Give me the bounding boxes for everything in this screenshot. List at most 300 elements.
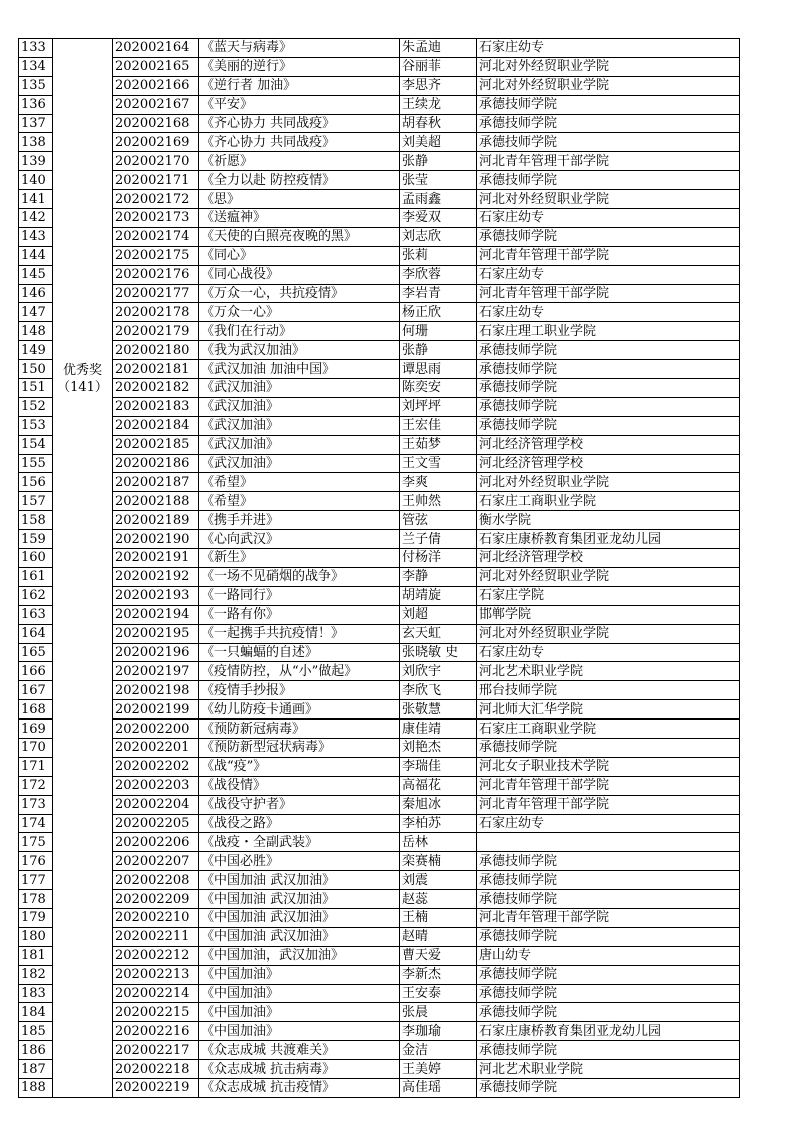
row-number-cell: 159 — [19, 530, 53, 549]
row-number-cell: 186 — [19, 1041, 53, 1060]
school-cell: 邢台技师学院 — [477, 681, 740, 700]
author-name-cell: 刘震 — [400, 871, 477, 890]
work-title-cell: 《希望》 — [199, 492, 400, 511]
entry-id-cell: 202002165 — [113, 57, 199, 76]
entry-id-cell: 202002205 — [113, 814, 199, 833]
work-title-cell: 《中国加油 武汉加油》 — [199, 890, 400, 909]
author-name-cell: 赵蕊 — [400, 890, 477, 909]
author-name-cell: 谷丽菲 — [400, 57, 477, 76]
table-row — [19, 379, 740, 398]
author-name-cell: 刘欣宇 — [400, 662, 477, 681]
work-title-cell: 《一起携手共抗疫情！》 — [199, 624, 400, 643]
entry-id-cell: 202002193 — [113, 586, 199, 605]
table-row — [19, 681, 740, 700]
work-title-cell: 《疫情防控，从“小”做起》 — [199, 662, 400, 681]
author-name-cell: 高福花 — [400, 776, 477, 795]
work-title-cell: 《武汉加油》 — [199, 416, 400, 435]
work-title-cell: 《中国加油 武汉加油》 — [199, 871, 400, 890]
entry-id-cell: 202002168 — [113, 114, 199, 133]
row-number-cell: 133 — [19, 39, 53, 58]
school-cell: 河北师大汇华学院 — [477, 700, 740, 719]
award-category-cell-continued — [53, 719, 113, 1097]
entry-id-cell: 202002190 — [113, 530, 199, 549]
author-name-cell: 张敬慧 — [400, 700, 477, 719]
work-title-cell: 《武汉加油 加油中国》 — [199, 360, 400, 379]
table-row — [19, 284, 740, 303]
author-name-cell: 王文雪 — [400, 454, 477, 473]
work-title-cell: 《幼儿防疫卡通画》 — [199, 700, 400, 719]
row-number-cell: 145 — [19, 265, 53, 284]
table-row — [19, 530, 740, 549]
author-name-cell: 王美婷 — [400, 1060, 477, 1079]
row-number-cell: 147 — [19, 303, 53, 322]
author-name-cell: 何珊 — [400, 322, 477, 341]
school-cell: 邯郸学院 — [477, 605, 740, 624]
row-number-cell: 166 — [19, 662, 53, 681]
entry-id-cell: 202002181 — [113, 360, 199, 379]
work-title-cell: 《我为武汉加油》 — [199, 341, 400, 360]
author-name-cell: 李岩青 — [400, 284, 477, 303]
author-name-cell: 栾赛楠 — [400, 852, 477, 871]
work-title-cell: 《一只蝙蝠的自述》 — [199, 643, 400, 662]
row-number-cell: 155 — [19, 454, 53, 473]
table-row — [19, 624, 740, 643]
entry-id-cell: 202002185 — [113, 435, 199, 454]
work-title-cell: 《齐心协力 共同战疫》 — [199, 114, 400, 133]
table-row — [19, 341, 740, 360]
work-title-cell: 《疫情手抄报》 — [199, 681, 400, 700]
school-cell: 河北经济管理学校 — [477, 454, 740, 473]
entry-id-cell: 202002188 — [113, 492, 199, 511]
author-name-cell: 秦旭冰 — [400, 795, 477, 814]
school-cell: 河北对外经贸职业学院 — [477, 76, 740, 95]
author-name-cell: 李柏苏 — [400, 814, 477, 833]
row-number-cell: 179 — [19, 908, 53, 927]
school-cell: 承德技师学院 — [477, 397, 740, 416]
table-row — [19, 171, 740, 190]
school-cell: 承德技师学院 — [477, 416, 740, 435]
table-body — [19, 39, 740, 1098]
entry-id-cell: 202002217 — [113, 1041, 199, 1060]
school-cell: 承德技师学院 — [477, 171, 740, 190]
school-cell: 承德技师学院 — [477, 871, 740, 890]
row-number-cell: 160 — [19, 549, 53, 568]
author-name-cell: 胡春秋 — [400, 114, 477, 133]
author-name-cell: 李爱双 — [400, 209, 477, 228]
author-name-cell: 李瑞佳 — [400, 757, 477, 776]
author-name-cell: 李静 — [400, 567, 477, 586]
table-row — [19, 209, 740, 228]
school-cell: 河北对外经贸职业学院 — [477, 624, 740, 643]
entry-id-cell: 202002164 — [113, 39, 199, 58]
table-row — [19, 605, 740, 624]
row-number-cell: 143 — [19, 227, 53, 246]
school-cell: 石家庄幼专 — [477, 209, 740, 228]
work-title-cell: 《我们在行动》 — [199, 322, 400, 341]
work-title-cell: 《希望》 — [199, 473, 400, 492]
author-name-cell: 李爽 — [400, 473, 477, 492]
school-cell: 承德技师学院 — [477, 927, 740, 946]
entry-id-cell: 202002199 — [113, 700, 199, 719]
row-number-cell: 135 — [19, 76, 53, 95]
work-title-cell: 《送瘟神》 — [199, 209, 400, 228]
work-title-cell: 《心向武汉》 — [199, 530, 400, 549]
table-row — [19, 719, 740, 738]
row-number-cell: 154 — [19, 435, 53, 454]
author-name-cell: 李珈瑜 — [400, 1022, 477, 1041]
entry-id-cell: 202002212 — [113, 946, 199, 965]
author-name-cell: 玄天虹 — [400, 624, 477, 643]
author-name-cell: 谭思雨 — [400, 360, 477, 379]
table-row — [19, 1003, 740, 1022]
work-title-cell: 《战疫・全副武装》 — [199, 833, 400, 852]
entry-id-cell: 202002180 — [113, 341, 199, 360]
work-title-cell: 《战“疫”》 — [199, 757, 400, 776]
work-title-cell: 《一场不见硝烟的战争》 — [199, 567, 400, 586]
entry-id-cell: 202002195 — [113, 624, 199, 643]
author-name-cell: 李思齐 — [400, 76, 477, 95]
table-row — [19, 871, 740, 890]
table-row — [19, 795, 740, 814]
table-row — [19, 246, 740, 265]
author-name-cell: 付杨洋 — [400, 549, 477, 568]
work-title-cell: 《中国加油》 — [199, 984, 400, 1003]
entry-id-cell: 202002173 — [113, 209, 199, 228]
school-cell: 河北对外经贸职业学院 — [477, 473, 740, 492]
school-cell: 承德技师学院 — [477, 133, 740, 152]
entry-id-cell: 202002174 — [113, 227, 199, 246]
school-cell: 承德技师学院 — [477, 227, 740, 246]
school-cell: 河北经济管理学校 — [477, 435, 740, 454]
author-name-cell: 张莹 — [400, 171, 477, 190]
work-title-cell: 《平安》 — [199, 95, 400, 114]
school-cell: 石家庄幼专 — [477, 643, 740, 662]
work-title-cell: 《万众一心》 — [199, 303, 400, 322]
school-cell: 石家庄学院 — [477, 586, 740, 605]
table-row — [19, 322, 740, 341]
row-number-cell: 134 — [19, 57, 53, 76]
author-name-cell: 刘坪坪 — [400, 397, 477, 416]
row-number-cell: 163 — [19, 605, 53, 624]
school-cell: 石家庄幼专 — [477, 303, 740, 322]
school-cell: 石家庄理工职业学院 — [477, 322, 740, 341]
school-cell: 石家庄康桥教育集团亚龙幼儿园 — [477, 530, 740, 549]
entry-id-cell: 202002208 — [113, 871, 199, 890]
school-cell: 承德技师学院 — [477, 890, 740, 909]
table-row — [19, 927, 740, 946]
entry-id-cell: 202002176 — [113, 265, 199, 284]
award-list-table — [18, 38, 740, 1098]
table-row — [19, 57, 740, 76]
row-number-cell: 151 — [19, 379, 53, 398]
school-cell: 河北青年管理干部学院 — [477, 795, 740, 814]
table-row — [19, 776, 740, 795]
table-row — [19, 643, 740, 662]
entry-id-cell: 202002182 — [113, 379, 199, 398]
school-cell: 石家庄幼专 — [477, 265, 740, 284]
entry-id-cell: 202002175 — [113, 246, 199, 265]
row-number-cell: 144 — [19, 246, 53, 265]
author-name-cell: 赵晴 — [400, 927, 477, 946]
award-label: 优秀奖 — [62, 363, 102, 379]
work-title-cell: 《中国必胜》 — [199, 852, 400, 871]
school-cell: 河北青年管理干部学院 — [477, 152, 740, 171]
work-title-cell: 《美丽的逆行》 — [199, 57, 400, 76]
school-cell: 承德技师学院 — [477, 114, 740, 133]
author-name-cell: 金洁 — [400, 1041, 477, 1060]
school-cell: 承德技师学院 — [477, 360, 740, 379]
table-row — [19, 1022, 740, 1041]
row-number-cell: 184 — [19, 1003, 53, 1022]
row-number-cell: 177 — [19, 871, 53, 890]
table-row — [19, 586, 740, 605]
work-title-cell: 《中国加油，武汉加油》 — [199, 946, 400, 965]
author-name-cell: 刘超 — [400, 605, 477, 624]
work-title-cell: 《武汉加油》 — [199, 454, 400, 473]
work-title-cell: 《蓝天与病毒》 — [199, 39, 400, 58]
table-row — [19, 227, 740, 246]
entry-id-cell: 202002177 — [113, 284, 199, 303]
school-cell: 石家庄幼专 — [477, 39, 740, 58]
entry-id-cell: 202002207 — [113, 852, 199, 871]
table-row — [19, 473, 740, 492]
entry-id-cell: 202002179 — [113, 322, 199, 341]
school-cell: 衡水学院 — [477, 511, 740, 530]
work-title-cell: 《中国加油 武汉加油》 — [199, 908, 400, 927]
row-number-cell: 175 — [19, 833, 53, 852]
table-row — [19, 1060, 740, 1079]
table-row — [19, 984, 740, 1003]
author-name-cell: 王安泰 — [400, 984, 477, 1003]
work-title-cell: 《万众一心，共抗疫情》 — [199, 284, 400, 303]
entry-id-cell: 202002214 — [113, 984, 199, 1003]
school-cell: 承德技师学院 — [477, 1003, 740, 1022]
work-title-cell: 《预防新冠病毒》 — [199, 719, 400, 738]
entry-id-cell: 202002204 — [113, 795, 199, 814]
row-number-cell: 168 — [19, 700, 53, 719]
table-row — [19, 360, 740, 379]
table-row — [19, 946, 740, 965]
school-cell: 承德技师学院 — [477, 1078, 740, 1097]
school-cell: 河北青年管理干部学院 — [477, 908, 740, 927]
table-row — [19, 39, 740, 58]
author-name-cell: 兰子倩 — [400, 530, 477, 549]
work-title-cell: 《中国加油》 — [199, 965, 400, 984]
entry-id-cell: 202002192 — [113, 567, 199, 586]
work-title-cell: 《天使的白照亮夜晚的黑》 — [199, 227, 400, 246]
entry-id-cell: 202002170 — [113, 152, 199, 171]
entry-id-cell: 202002187 — [113, 473, 199, 492]
school-cell: 河北青年管理干部学院 — [477, 284, 740, 303]
row-number-cell: 164 — [19, 624, 53, 643]
school-cell: 河北女子职业技术学院 — [477, 757, 740, 776]
work-title-cell: 《中国加油》 — [199, 1022, 400, 1041]
award-count: （141） — [57, 380, 108, 396]
work-title-cell: 《祈愿》 — [199, 152, 400, 171]
school-cell: 承德技师学院 — [477, 738, 740, 757]
author-name-cell: 王茹梦 — [400, 435, 477, 454]
row-number-cell: 142 — [19, 209, 53, 228]
author-name-cell: 张静 — [400, 341, 477, 360]
work-title-cell: 《一路同行》 — [199, 586, 400, 605]
entry-id-cell: 202002194 — [113, 605, 199, 624]
table-row — [19, 133, 740, 152]
table-row — [19, 662, 740, 681]
table-row — [19, 454, 740, 473]
school-cell: 河北青年管理干部学院 — [477, 776, 740, 795]
entry-id-cell: 202002183 — [113, 397, 199, 416]
table-row — [19, 303, 740, 322]
work-title-cell: 《战役之路》 — [199, 814, 400, 833]
school-cell: 承德技师学院 — [477, 984, 740, 1003]
work-title-cell: 《逆行者 加油》 — [199, 76, 400, 95]
row-number-cell: 138 — [19, 133, 53, 152]
row-number-cell: 176 — [19, 852, 53, 871]
school-cell: 承德技师学院 — [477, 1041, 740, 1060]
school-cell: 石家庄工商职业学院 — [477, 719, 740, 738]
row-number-cell: 180 — [19, 927, 53, 946]
entry-id-cell: 202002200 — [113, 719, 199, 738]
row-number-cell: 139 — [19, 152, 53, 171]
author-name-cell: 王宏佳 — [400, 416, 477, 435]
work-title-cell: 《一路有你》 — [199, 605, 400, 624]
work-title-cell: 《武汉加油》 — [199, 397, 400, 416]
row-number-cell: 150 — [19, 360, 53, 379]
work-title-cell: 《同心》 — [199, 246, 400, 265]
author-name-cell: 岳林 — [400, 833, 477, 852]
author-name-cell: 张静 — [400, 152, 477, 171]
row-number-cell: 188 — [19, 1078, 53, 1097]
author-name-cell: 张晓敏 史 — [400, 643, 477, 662]
entry-id-cell: 202002218 — [113, 1060, 199, 1079]
row-number-cell: 170 — [19, 738, 53, 757]
row-number-cell: 148 — [19, 322, 53, 341]
entry-id-cell: 202002191 — [113, 549, 199, 568]
work-title-cell: 《武汉加油》 — [199, 435, 400, 454]
table-row — [19, 700, 740, 719]
school-cell: 河北经济管理学校 — [477, 549, 740, 568]
entry-id-cell: 202002197 — [113, 662, 199, 681]
row-number-cell: 136 — [19, 95, 53, 114]
row-number-cell: 183 — [19, 984, 53, 1003]
entry-id-cell: 202002172 — [113, 190, 199, 209]
entry-id-cell: 202002209 — [113, 890, 199, 909]
author-name-cell: 刘志欣 — [400, 227, 477, 246]
work-title-cell: 《预防新型冠状病毒》 — [199, 738, 400, 757]
row-number-cell: 182 — [19, 965, 53, 984]
author-name-cell: 杨正欣 — [400, 303, 477, 322]
entry-id-cell: 202002206 — [113, 833, 199, 852]
work-title-cell: 《全力以赴 防控疫情》 — [199, 171, 400, 190]
table-row — [19, 738, 740, 757]
school-cell: 河北对外经贸职业学院 — [477, 567, 740, 586]
row-number-cell: 173 — [19, 795, 53, 814]
work-title-cell: 《战役守护者》 — [199, 795, 400, 814]
school-cell: 河北青年管理干部学院 — [477, 246, 740, 265]
table-row — [19, 114, 740, 133]
entry-id-cell: 202002169 — [113, 133, 199, 152]
work-title-cell: 《思》 — [199, 190, 400, 209]
row-number-cell: 174 — [19, 814, 53, 833]
table-row — [19, 965, 740, 984]
author-name-cell: 王帅然 — [400, 492, 477, 511]
table-row — [19, 265, 740, 284]
table-row — [19, 190, 740, 209]
row-number-cell: 178 — [19, 890, 53, 909]
work-title-cell: 《齐心协力 共同战疫》 — [199, 133, 400, 152]
table-row — [19, 152, 740, 171]
row-number-cell: 162 — [19, 586, 53, 605]
table-row — [19, 890, 740, 909]
row-number-cell: 152 — [19, 397, 53, 416]
table-row — [19, 416, 740, 435]
table-row — [19, 435, 740, 454]
author-name-cell: 张晨 — [400, 1003, 477, 1022]
school-cell: 承德技师学院 — [477, 852, 740, 871]
author-name-cell: 朱孟迪 — [400, 39, 477, 58]
row-number-cell: 156 — [19, 473, 53, 492]
row-number-cell: 187 — [19, 1060, 53, 1079]
row-number-cell: 140 — [19, 171, 53, 190]
table-row — [19, 757, 740, 776]
school-cell — [477, 833, 740, 852]
row-number-cell: 171 — [19, 757, 53, 776]
table-row — [19, 511, 740, 530]
entry-id-cell: 202002196 — [113, 643, 199, 662]
entry-id-cell: 202002203 — [113, 776, 199, 795]
author-name-cell: 王楠 — [400, 908, 477, 927]
work-title-cell: 《携手并进》 — [199, 511, 400, 530]
author-name-cell: 康佳靖 — [400, 719, 477, 738]
table-row — [19, 1078, 740, 1097]
row-number-cell: 181 — [19, 946, 53, 965]
entry-id-cell: 202002213 — [113, 965, 199, 984]
author-name-cell: 曹天爱 — [400, 946, 477, 965]
table-row — [19, 397, 740, 416]
entry-id-cell: 202002201 — [113, 738, 199, 757]
work-title-cell: 《同心战役》 — [199, 265, 400, 284]
author-name-cell: 李欣飞 — [400, 681, 477, 700]
row-number-cell: 165 — [19, 643, 53, 662]
row-number-cell: 167 — [19, 681, 53, 700]
school-cell: 承德技师学院 — [477, 965, 740, 984]
row-number-cell: 137 — [19, 114, 53, 133]
entry-id-cell: 202002215 — [113, 1003, 199, 1022]
table-row — [19, 549, 740, 568]
entry-id-cell: 202002202 — [113, 757, 199, 776]
entry-id-cell: 202002219 — [113, 1078, 199, 1097]
row-number-cell: 146 — [19, 284, 53, 303]
work-title-cell: 《众志成城 抗击疫情》 — [199, 1078, 400, 1097]
author-name-cell: 孟雨鑫 — [400, 190, 477, 209]
entry-id-cell: 202002167 — [113, 95, 199, 114]
entry-id-cell: 202002189 — [113, 511, 199, 530]
row-number-cell: 161 — [19, 567, 53, 586]
school-cell: 河北艺术职业学院 — [477, 662, 740, 681]
entry-id-cell: 202002216 — [113, 1022, 199, 1041]
work-title-cell: 《战役情》 — [199, 776, 400, 795]
work-title-cell: 《众志成城 共渡难关》 — [199, 1041, 400, 1060]
school-cell: 承德技师学院 — [477, 341, 740, 360]
entry-id-cell: 202002186 — [113, 454, 199, 473]
entry-id-cell: 202002171 — [113, 171, 199, 190]
work-title-cell: 《众志成城 抗击病毒》 — [199, 1060, 400, 1079]
table-row — [19, 567, 740, 586]
table-row — [19, 492, 740, 511]
row-number-cell: 141 — [19, 190, 53, 209]
author-name-cell: 张莉 — [400, 246, 477, 265]
school-cell: 唐山幼专 — [477, 946, 740, 965]
